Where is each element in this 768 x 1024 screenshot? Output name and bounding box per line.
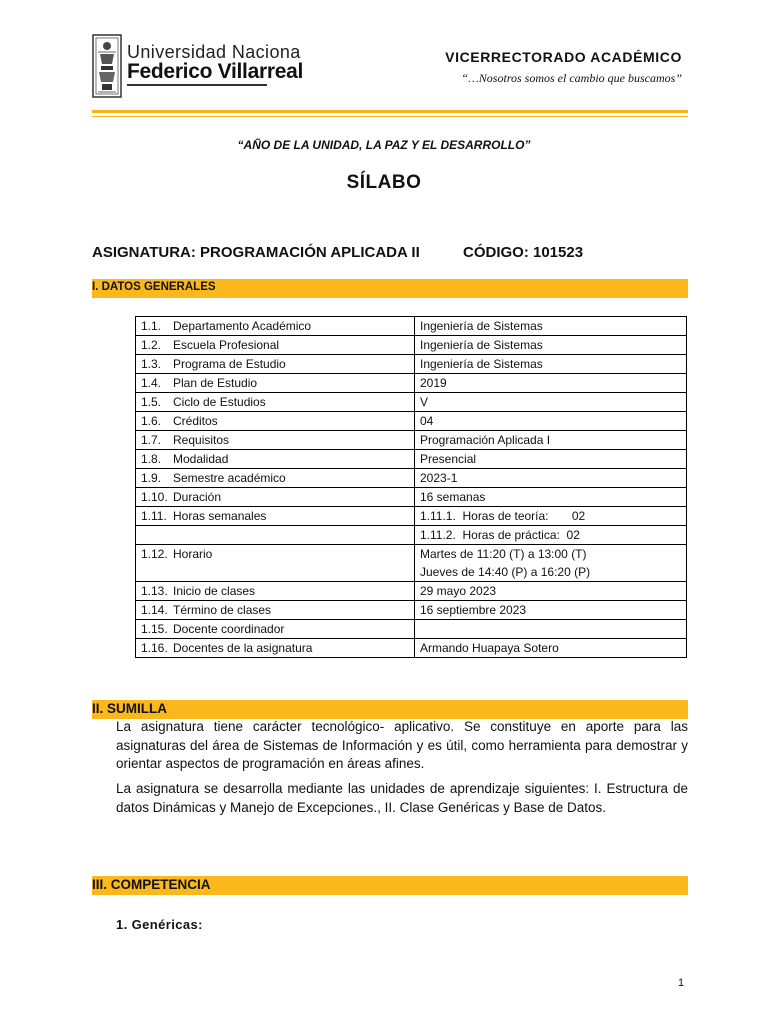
header-divider-thin (92, 116, 688, 117)
section-competencia-header (92, 876, 688, 895)
table-cell-label (136, 488, 415, 507)
table-cell-value (415, 507, 687, 526)
row-value: 2019 (420, 376, 447, 390)
table-cell-value (415, 620, 687, 639)
table-cell-value (415, 393, 687, 412)
row-value: Ingeniería de Sistemas (420, 319, 543, 333)
section-title: II. SUMILLA (92, 701, 167, 716)
row-label: Plan de Estudio (173, 376, 258, 390)
row-label: Ciclo de Estudios (173, 395, 266, 409)
table-cell-value (415, 412, 687, 431)
table-row (136, 601, 687, 620)
section-sumilla-header (92, 700, 688, 719)
section-datos-generales-header (92, 279, 688, 298)
table-cell-label (136, 545, 415, 582)
row-label: Duración (173, 490, 222, 504)
table-cell-label (136, 450, 415, 469)
row-number: 1.14. (141, 603, 168, 617)
table-row (136, 620, 687, 639)
sumilla-paragraph-2: La asignatura se desarrolla mediante las unidades de aprendizaje siguientes: I. Estructura de datos Dinámicas y Manejo de Excepciones., II. Clase Genéricas y Base de Datos. (116, 781, 688, 815)
logo-underline (127, 84, 267, 86)
row-number: 1.8. (141, 452, 162, 466)
table-cell-value (415, 450, 687, 469)
table-row (136, 488, 687, 507)
table-cell-value (415, 431, 687, 450)
vicerrectorado-heading: VICERRECTORADO ACADÉMICO (445, 49, 682, 65)
datos-generales-table (135, 316, 687, 658)
row-value: 1.11.1. Horas de teoría: 02 (420, 509, 586, 523)
table-cell-value (415, 317, 687, 336)
table-cell-value (415, 336, 687, 355)
table-cell-value (415, 469, 687, 488)
row-label: Requisitos (173, 433, 230, 447)
table-row (136, 450, 687, 469)
row-label: Inicio de clases (173, 584, 256, 598)
table-row (136, 317, 687, 336)
sumilla-paragraph-1: La asignatura tiene carácter tecnológico- aplicativo. Se constituye en aporte para las asignaturas del área de Sistemas de Información y es útil, como herramienta para demostrar y orientar aspectos de programación en áreas afines. (116, 719, 688, 771)
table-row (136, 431, 687, 450)
year-motto: “AÑO DE LA UNIDAD, LA PAZ Y EL DESARROLLO” (237, 138, 531, 152)
row-label: Créditos (173, 414, 218, 428)
row-value: V (420, 395, 429, 409)
table-cell-label (136, 639, 415, 658)
row-label: Horas semanales (173, 509, 267, 523)
table-cell-value (415, 601, 687, 620)
row-value: 29 mayo 2023 (420, 584, 497, 598)
table-row (136, 507, 687, 526)
row-number: 1.3. (141, 357, 162, 371)
row-number: 1.13. (141, 584, 168, 598)
table-cell-value (415, 526, 687, 545)
slogan: “…Nosotros somos el cambio que buscamos” (461, 71, 682, 85)
row-value: Armando Huapaya Sotero (420, 641, 559, 655)
course-code: CÓDIGO: 101523 (463, 244, 584, 261)
document-title: SÍLABO (346, 172, 422, 193)
row-label: Término de clases (173, 603, 272, 617)
university-name-line2: Federico Villarreal (127, 60, 304, 83)
row-value: 16 septiembre 2023 (420, 603, 527, 617)
table-row (136, 374, 687, 393)
table-cell-label (136, 582, 415, 601)
section-title: III. COMPETENCIA (92, 877, 211, 892)
table-cell-label (136, 469, 415, 488)
row-number: 1.6. (141, 414, 162, 428)
table-cell-label (136, 620, 415, 639)
row-number: 1.7. (141, 433, 162, 447)
table-cell-label (136, 393, 415, 412)
competencia-item-genericas: 1. Genéricas: (116, 917, 203, 932)
table-row (136, 526, 687, 545)
row-label: Semestre académico (173, 471, 286, 485)
table-cell-value (415, 374, 687, 393)
row-value: Martes de 11:20 (T) a 13:00 (T) (420, 547, 587, 561)
table-row (136, 545, 687, 582)
row-number: 1.10. (141, 490, 168, 504)
row-value: Ingeniería de Sistemas (420, 338, 543, 352)
table-cell-value (415, 355, 687, 374)
row-number: 1.5. (141, 395, 162, 409)
university-seal-icon (92, 34, 122, 98)
row-label: Horario (173, 547, 213, 561)
table-row (136, 582, 687, 601)
table-row (136, 355, 687, 374)
row-label: Docentes de la asignatura (173, 641, 313, 655)
course-name: ASIGNATURA: PROGRAMACIÓN APLICADA II (92, 244, 420, 261)
row-number: 1.12. (141, 547, 168, 561)
row-label: Departamento Académico (173, 319, 312, 333)
row-value: 04 (420, 414, 434, 428)
header-divider (92, 110, 688, 113)
row-value: 1.11.2. Horas de práctica: 02 (420, 528, 580, 542)
university-name-line1: Universidad Naciona (127, 42, 301, 62)
table-cell-label (136, 431, 415, 450)
row-number: 1.1. (141, 319, 162, 333)
page-number: 1 (678, 977, 685, 989)
table-row (136, 336, 687, 355)
row-number: 1.11. (141, 509, 167, 523)
table-cell-value (415, 582, 687, 601)
row-label: Programa de Estudio (173, 357, 286, 371)
row-number: 1.2. (141, 338, 162, 352)
table-cell-label (136, 336, 415, 355)
row-value: Programación Aplicada I (420, 433, 551, 447)
row-value: Presencial (420, 452, 477, 466)
row-value: Ingeniería de Sistemas (420, 357, 543, 371)
row-number: 1.16. (141, 641, 168, 655)
table-cell-value (415, 545, 687, 582)
table-cell-label (136, 526, 415, 545)
table-cell-label (136, 317, 415, 336)
table-cell-label (136, 601, 415, 620)
table-row (136, 393, 687, 412)
table-row (136, 412, 687, 431)
table-cell-value (415, 488, 687, 507)
row-value-second-line: Jueves de 14:40 (P) a 16:20 (P) (420, 565, 591, 579)
table-row (136, 639, 687, 658)
row-label: Escuela Profesional (173, 338, 280, 352)
table-cell-label (136, 507, 415, 526)
row-value: 2023-1 (420, 471, 458, 485)
table-cell-label (136, 412, 415, 431)
table-row (136, 469, 687, 488)
section-title: I. DATOS GENERALES (92, 281, 216, 293)
table-cell-label (136, 355, 415, 374)
row-number: 1.4. (141, 376, 162, 390)
row-label: Modalidad (173, 452, 229, 466)
row-value: 16 semanas (420, 490, 486, 504)
table-cell-value (415, 639, 687, 658)
table-cell-label (136, 374, 415, 393)
row-label: Docente coordinador (173, 622, 285, 636)
row-number: 1.9. (141, 471, 162, 485)
row-number: 1.15. (141, 622, 168, 636)
